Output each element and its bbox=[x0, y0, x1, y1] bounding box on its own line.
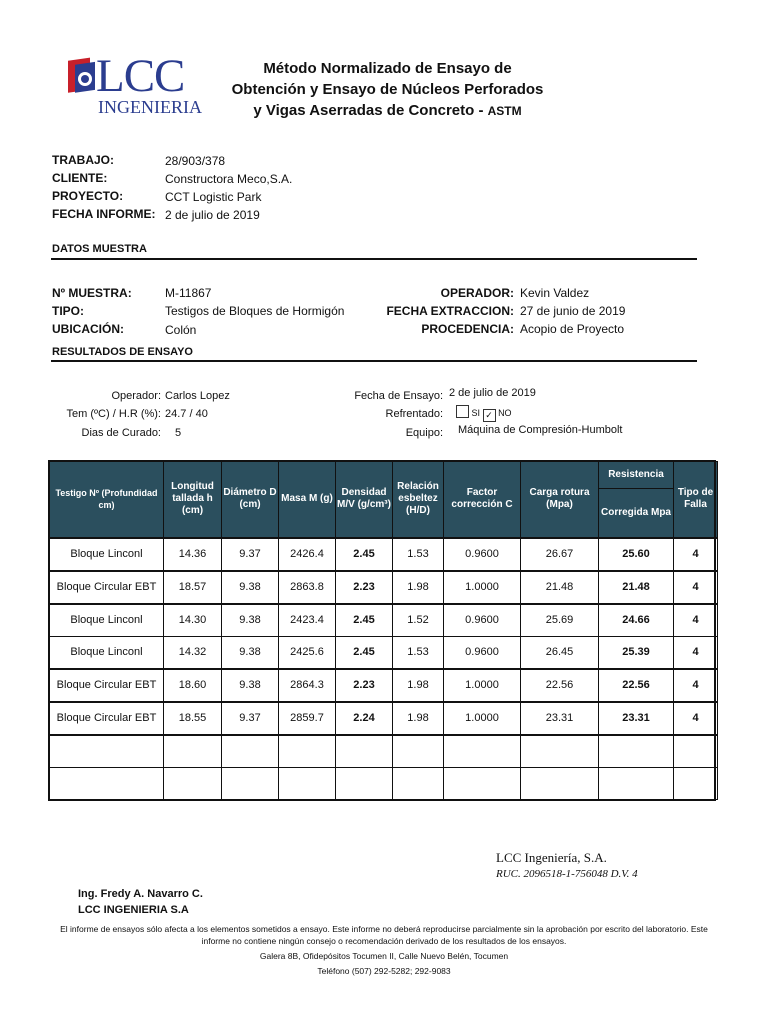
cell-carga: 22.56 bbox=[521, 669, 599, 702]
signature-name: Ing. Fredy A. Navarro C. bbox=[78, 888, 203, 900]
table-row-empty bbox=[50, 735, 718, 768]
curado-label: Dias de Curado: bbox=[81, 427, 161, 439]
procedencia-label: PROCEDENCIA: bbox=[421, 322, 514, 336]
cell-diametro: 9.38 bbox=[222, 571, 279, 604]
signature-company: LCC INGENIERIA S.A bbox=[78, 904, 189, 916]
cell-densidad: 2.24 bbox=[336, 702, 393, 735]
fecha-extraccion-value: 27 de junio de 2019 bbox=[520, 304, 626, 318]
cell-diametro: 9.38 bbox=[222, 669, 279, 702]
cell-corregida: 22.56 bbox=[599, 669, 674, 702]
cell-factor: 1.0000 bbox=[444, 702, 521, 735]
footer-disclaimer: El informe de ensayos sólo afecta a los elementos sometidos a ensayo. Este informe no deberá reproducirse parcialmente sin la aprobación por escrito del laboratorio. Este informe no contiene ningún consejo o recomendación derivado de los resultados de los ensayos. bbox=[60, 924, 708, 946]
header-carga: Carga rotura (Mpa) bbox=[521, 462, 599, 538]
cell-relacion: 1.98 bbox=[393, 702, 444, 735]
cell-masa: 2859.7 bbox=[279, 702, 336, 735]
cell-carga: 23.31 bbox=[521, 702, 599, 735]
header-testigo: Testigo Nº (Profundidad cm) bbox=[50, 462, 164, 538]
trabajo-value: 28/903/378 bbox=[165, 154, 226, 168]
table-row bbox=[50, 669, 718, 702]
operador-value: Kevin Valdez bbox=[520, 286, 590, 300]
refrentado-no-label: NO bbox=[498, 408, 512, 418]
cell-longitud: 18.60 bbox=[164, 669, 222, 702]
cell-densidad: 2.23 bbox=[336, 669, 393, 702]
cell-masa: 2863.8 bbox=[279, 571, 336, 604]
refrentado-label: Refrentado: bbox=[385, 408, 443, 420]
stamp-line-2: RUC. 2096518-1-756048 D.V. 4 bbox=[496, 868, 638, 880]
cell-longitud: 14.36 bbox=[164, 538, 222, 571]
cell-corregida: 21.48 bbox=[599, 571, 674, 604]
cell-diametro: 9.38 bbox=[222, 636, 279, 669]
proyecto-value: CCT Logistic Park bbox=[165, 190, 262, 204]
trabajo-label: TRABAJO: bbox=[52, 153, 114, 167]
stamp-line-1: LCC Ingeniería, S.A. bbox=[496, 850, 607, 865]
equipo-label: Equipo: bbox=[405, 427, 443, 439]
title-line-1: Método Normalizado de Ensayo de bbox=[263, 60, 512, 77]
datos-muestra-title: DATOS MUESTRA bbox=[52, 243, 147, 255]
cell-factor: 0.9600 bbox=[444, 604, 521, 637]
ensayo-operador-label: Operador: bbox=[111, 390, 161, 402]
cell-densidad: 2.23 bbox=[336, 571, 393, 604]
cell-masa: 2425.6 bbox=[279, 636, 336, 669]
logo-emblem-icon bbox=[66, 57, 100, 97]
equipo-value: Máquina de Compresión-Humbolt bbox=[458, 424, 623, 436]
procedencia-value: Acopio de Proyecto bbox=[520, 322, 625, 336]
cell-factor: 0.9600 bbox=[444, 538, 521, 571]
cell-tipo-falla: 4 bbox=[674, 669, 718, 702]
cell-tipo-falla: 4 bbox=[674, 571, 718, 604]
operador-label: OPERADOR: bbox=[440, 286, 514, 300]
cell-factor: 0.9600 bbox=[444, 636, 521, 669]
tipo-value: Testigos de Bloques de Hormigón bbox=[165, 304, 345, 318]
cell-tipo-falla: 4 bbox=[674, 604, 718, 637]
cell-testigo: Bloque Linconl bbox=[50, 636, 164, 669]
refrentado-no-checkbox[interactable]: ✓ bbox=[483, 409, 496, 422]
cell-testigo: Bloque Linconl bbox=[50, 538, 164, 571]
cell-masa: 2426.4 bbox=[279, 538, 336, 571]
cell-carga: 26.45 bbox=[521, 636, 599, 669]
curado-value: 5 bbox=[175, 427, 182, 439]
table-row bbox=[50, 571, 718, 604]
title-line-3: y Vigas Aserradas de Concreto - ASTM bbox=[253, 102, 522, 119]
fecha-informe-value: 2 de julio de 2019 bbox=[165, 208, 260, 222]
cell-diametro: 9.37 bbox=[222, 538, 279, 571]
company-stamp bbox=[496, 850, 644, 898]
table-row bbox=[50, 702, 718, 735]
fecha-ensayo-label: Fecha de Ensayo: bbox=[354, 390, 443, 402]
cell-relacion: 1.53 bbox=[393, 538, 444, 571]
cell-diametro: 9.38 bbox=[222, 604, 279, 637]
refrentado-options bbox=[456, 405, 512, 422]
refrentado-si-label: SI bbox=[471, 408, 481, 418]
cell-relacion: 1.98 bbox=[393, 669, 444, 702]
results-table bbox=[49, 461, 718, 800]
footer-address: Galera 8B, Ofidepósitos Tocumen II, Calle Nuevo Belén, Tocumen bbox=[259, 951, 509, 961]
cell-tipo-falla: 4 bbox=[674, 636, 718, 669]
cell-testigo: Bloque Circular EBT bbox=[50, 669, 164, 702]
cell-corregida: 24.66 bbox=[599, 604, 674, 637]
cell-masa: 2864.3 bbox=[279, 669, 336, 702]
cell-testigo: Bloque Circular EBT bbox=[50, 702, 164, 735]
cliente-label: CLIENTE: bbox=[52, 171, 108, 185]
refrentado-si-checkbox[interactable] bbox=[456, 405, 469, 418]
cell-relacion: 1.98 bbox=[393, 571, 444, 604]
logo-brand: LCC bbox=[96, 50, 185, 102]
header-tipo-falla: Tipo de Falla bbox=[674, 462, 718, 538]
cliente-value: Constructora Meco,S.A. bbox=[165, 172, 293, 186]
cell-carga: 25.69 bbox=[521, 604, 599, 637]
header-masa: Masa M (g) bbox=[279, 462, 336, 538]
cell-masa: 2423.4 bbox=[279, 604, 336, 637]
fecha-ensayo-value: 2 de julio de 2019 bbox=[449, 387, 536, 399]
cell-relacion: 1.52 bbox=[393, 604, 444, 637]
cell-relacion: 1.53 bbox=[393, 636, 444, 669]
table-row bbox=[50, 538, 718, 571]
header-diametro: Diámetro D (cm) bbox=[222, 462, 279, 538]
numero-muestra-value: M-11867 bbox=[165, 286, 212, 300]
cell-longitud: 18.57 bbox=[164, 571, 222, 604]
temp-label: Tem (ºC) / H.R (%): bbox=[66, 408, 161, 420]
header-longitud: Longitud tallada h (cm) bbox=[164, 462, 222, 538]
fecha-informe-label: FECHA INFORME: bbox=[52, 207, 156, 221]
tipo-label: TIPO: bbox=[52, 304, 84, 318]
cell-tipo-falla: 4 bbox=[674, 702, 718, 735]
cell-factor: 1.0000 bbox=[444, 571, 521, 604]
section-divider bbox=[51, 258, 697, 260]
cell-carga: 26.67 bbox=[521, 538, 599, 571]
cell-longitud: 14.30 bbox=[164, 604, 222, 637]
company-logo bbox=[66, 50, 202, 121]
cell-diametro: 9.37 bbox=[222, 702, 279, 735]
ensayo-operador-value: Carlos Lopez bbox=[165, 390, 230, 402]
ubicacion-value: Colón bbox=[165, 323, 197, 337]
cell-densidad: 2.45 bbox=[336, 604, 393, 637]
title-line-2: Obtención y Ensayo de Núcleos Perforados bbox=[231, 81, 544, 98]
header-densidad: Densidad M/V (g/cm³) bbox=[336, 462, 393, 538]
resultados-title: RESULTADOS DE ENSAYO bbox=[52, 346, 193, 358]
cell-testigo: Bloque Linconl bbox=[50, 604, 164, 637]
section-divider bbox=[51, 360, 697, 362]
cell-factor: 1.0000 bbox=[444, 669, 521, 702]
cell-densidad: 2.45 bbox=[336, 636, 393, 669]
ubicacion-label: UBICACIÓN: bbox=[52, 322, 124, 336]
cell-densidad: 2.45 bbox=[336, 538, 393, 571]
header-resistencia: Resistencia bbox=[599, 462, 674, 489]
report-title bbox=[200, 58, 575, 122]
logo-sub: INGENIERIA bbox=[98, 97, 202, 117]
cell-longitud: 14.32 bbox=[164, 636, 222, 669]
header-factor: Factor corrección C bbox=[444, 462, 521, 538]
cell-longitud: 18.55 bbox=[164, 702, 222, 735]
table-row bbox=[50, 636, 718, 669]
cell-corregida: 25.39 bbox=[599, 636, 674, 669]
cell-corregida: 23.31 bbox=[599, 702, 674, 735]
cell-carga: 21.48 bbox=[521, 571, 599, 604]
footer-phone: Teléfono (507) 292-5282; 292-9083 bbox=[317, 966, 451, 976]
cell-testigo: Bloque Circular EBT bbox=[50, 571, 164, 604]
proyecto-label: PROYECTO: bbox=[52, 189, 124, 203]
temp-value: 24.7 / 40 bbox=[165, 408, 208, 420]
cell-tipo-falla: 4 bbox=[674, 538, 718, 571]
signature-block bbox=[78, 886, 203, 918]
table-row-empty bbox=[50, 767, 718, 799]
header-relacion: Relación esbeltez (H/D) bbox=[393, 462, 444, 538]
cell-corregida: 25.60 bbox=[599, 538, 674, 571]
table-row bbox=[50, 604, 718, 637]
numero-muestra-label: Nº MUESTRA: bbox=[52, 286, 132, 300]
header-corregida: Corregida Mpa bbox=[599, 489, 674, 538]
fecha-extraccion-label: FECHA EXTRACCION: bbox=[386, 304, 514, 318]
title-astm: ASTM bbox=[487, 104, 522, 118]
